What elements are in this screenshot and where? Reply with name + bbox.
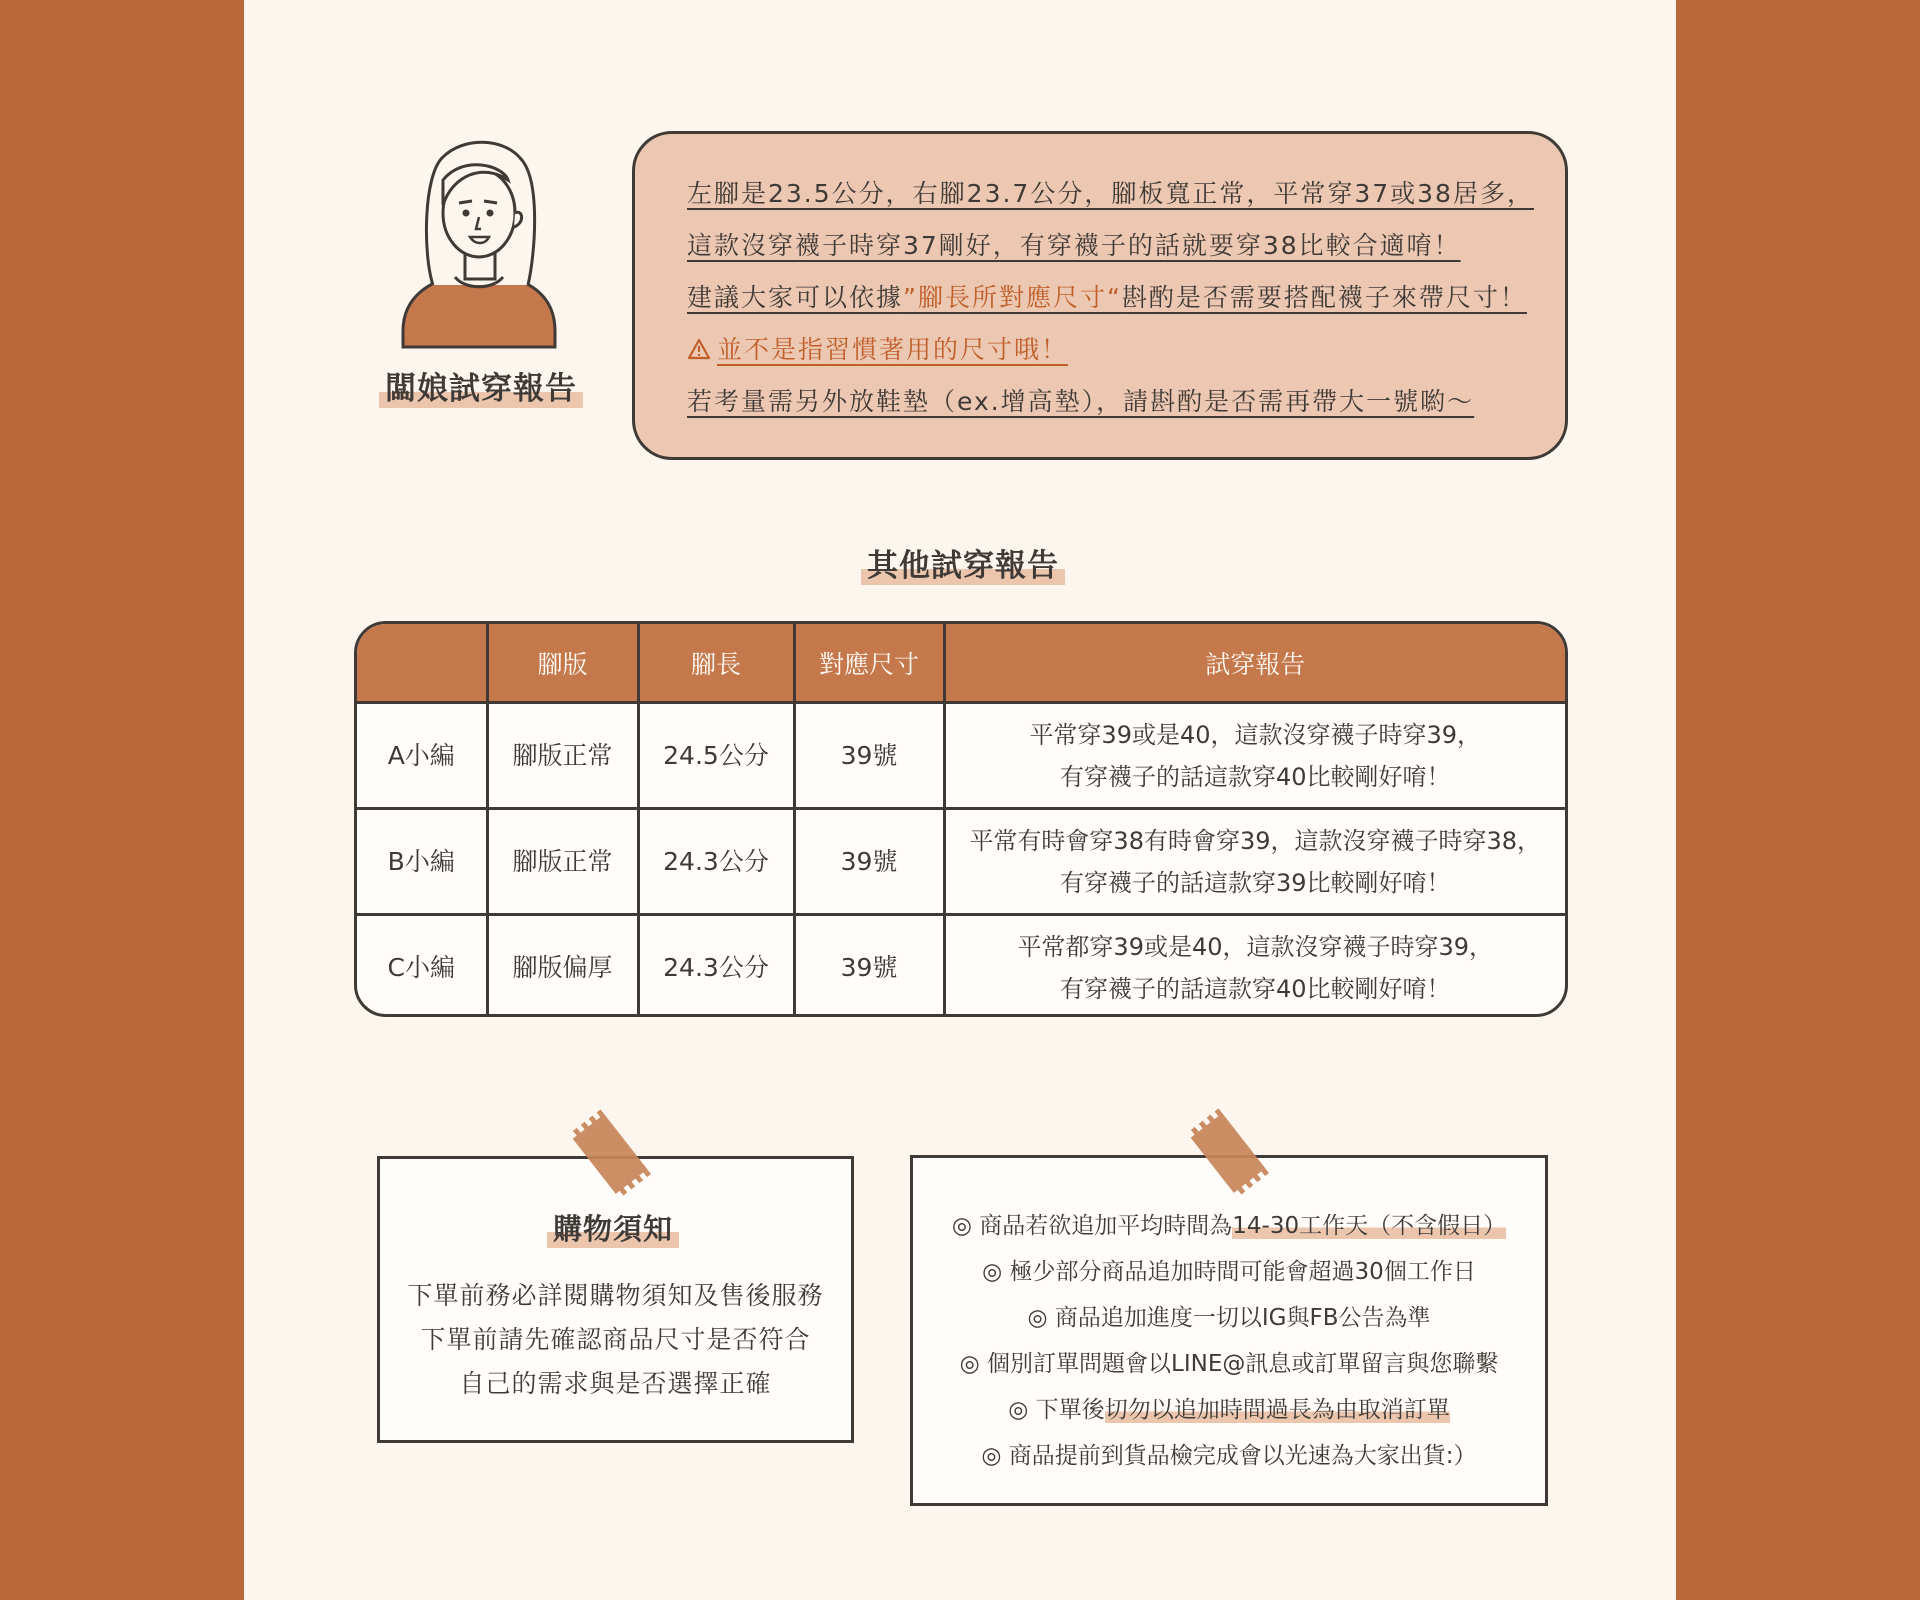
column-header	[357, 624, 487, 703]
shipping-line: ◎ 商品追加進度一切以IG與FB公告為準	[1027, 1305, 1431, 1331]
shipping-line: ◎ 下單後切勿以追加時間過長為由取消訂單	[1008, 1397, 1450, 1423]
foot-type: 腳版正常	[487, 703, 638, 809]
staff-name: C小編	[357, 915, 487, 1018]
table-row	[357, 915, 1565, 1018]
fit-report: 平常都穿39或是40，這款沒穿襪子時穿39， 有穿襪子的話這款穿40比較剛好唷！	[944, 915, 1565, 1018]
notice-line: 下單前務必詳閱購物須知及售後服務	[407, 1281, 824, 1310]
shopping-notice-box	[377, 1156, 854, 1443]
fit-size: 39號	[794, 703, 944, 809]
boss-report-warning: 並不是指習慣著用的尺寸哦！	[687, 330, 1068, 366]
woman-avatar-icon	[393, 135, 565, 350]
table-row	[357, 809, 1565, 915]
boss-report-line: 這款沒穿襪子時穿37剛好，有穿襪子的話就要穿38比較合適唷！	[687, 231, 1461, 260]
staff-name: B小編	[357, 809, 487, 915]
column-header: 對應尺寸	[794, 624, 944, 703]
shipping-line: ◎ 商品若欲追加平均時間為14-30工作天（不含假日）	[951, 1213, 1507, 1239]
shopping-notice-text	[380, 1274, 851, 1406]
column-header: 腳版	[487, 624, 638, 703]
foot-length: 24.3公分	[638, 809, 794, 915]
warning-triangle-icon	[687, 338, 711, 360]
other-reports-title: 其他試穿報告	[867, 540, 1059, 585]
boss-report-line: 左腳是23.5公分，右腳23.7公分，腳板寬正常，平常穿37或38居多，	[687, 179, 1534, 208]
foot-length: 24.3公分	[638, 915, 794, 1018]
boss-report-title: 闆娘試穿報告	[385, 363, 577, 408]
notice-line: 下單前請先確認商品尺寸是否符合	[420, 1325, 811, 1354]
column-header: 腳長	[638, 624, 794, 703]
foot-type: 腳版偏厚	[487, 915, 638, 1018]
notice-line: 自己的需求與是否選擇正確	[459, 1369, 772, 1398]
fit-size: 39號	[794, 809, 944, 915]
table-header-row	[357, 624, 1565, 703]
shipping-line: ◎ 商品提前到貨品檢完成會以光速為大家出貨:）	[981, 1443, 1477, 1469]
foot-length: 24.5公分	[638, 703, 794, 809]
column-header: 試穿報告	[944, 624, 1565, 703]
fit-report: 平常穿39或是40，這款沒穿襪子時穿39， 有穿襪子的話這款穿40比較剛好唷！	[944, 703, 1565, 809]
shopping-notice-title: 購物須知	[553, 1207, 673, 1248]
fitting-report-table	[354, 621, 1568, 1017]
fit-size: 39號	[794, 915, 944, 1018]
boss-report-line: 若考量需另外放鞋墊（ex.增高墊），請斟酌是否需再帶大一號喲～	[687, 387, 1475, 416]
shipping-line: ◎ 個別訂單問題會以LINE@訊息或訂單留言與您聯繫	[959, 1351, 1499, 1377]
shipping-info-box	[910, 1155, 1548, 1506]
shipping-info-text	[913, 1203, 1545, 1479]
fit-report: 平常有時會穿38有時會穿39，這款沒穿襪子時穿38， 有穿襪子的話這款穿39比較剛好唷！	[944, 809, 1565, 915]
shipping-line: ◎ 極少部分商品追加時間可能會超過30個工作日	[982, 1259, 1476, 1285]
foot-type: 腳版正常	[487, 809, 638, 915]
staff-name: A小編	[357, 703, 487, 809]
boss-report-line: 建議大家可以依據”腳長所對應尺寸“斟酌是否需要搭配襪子來帶尺寸！	[687, 283, 1527, 312]
boss-report-box	[632, 131, 1568, 460]
table-row	[357, 703, 1565, 809]
